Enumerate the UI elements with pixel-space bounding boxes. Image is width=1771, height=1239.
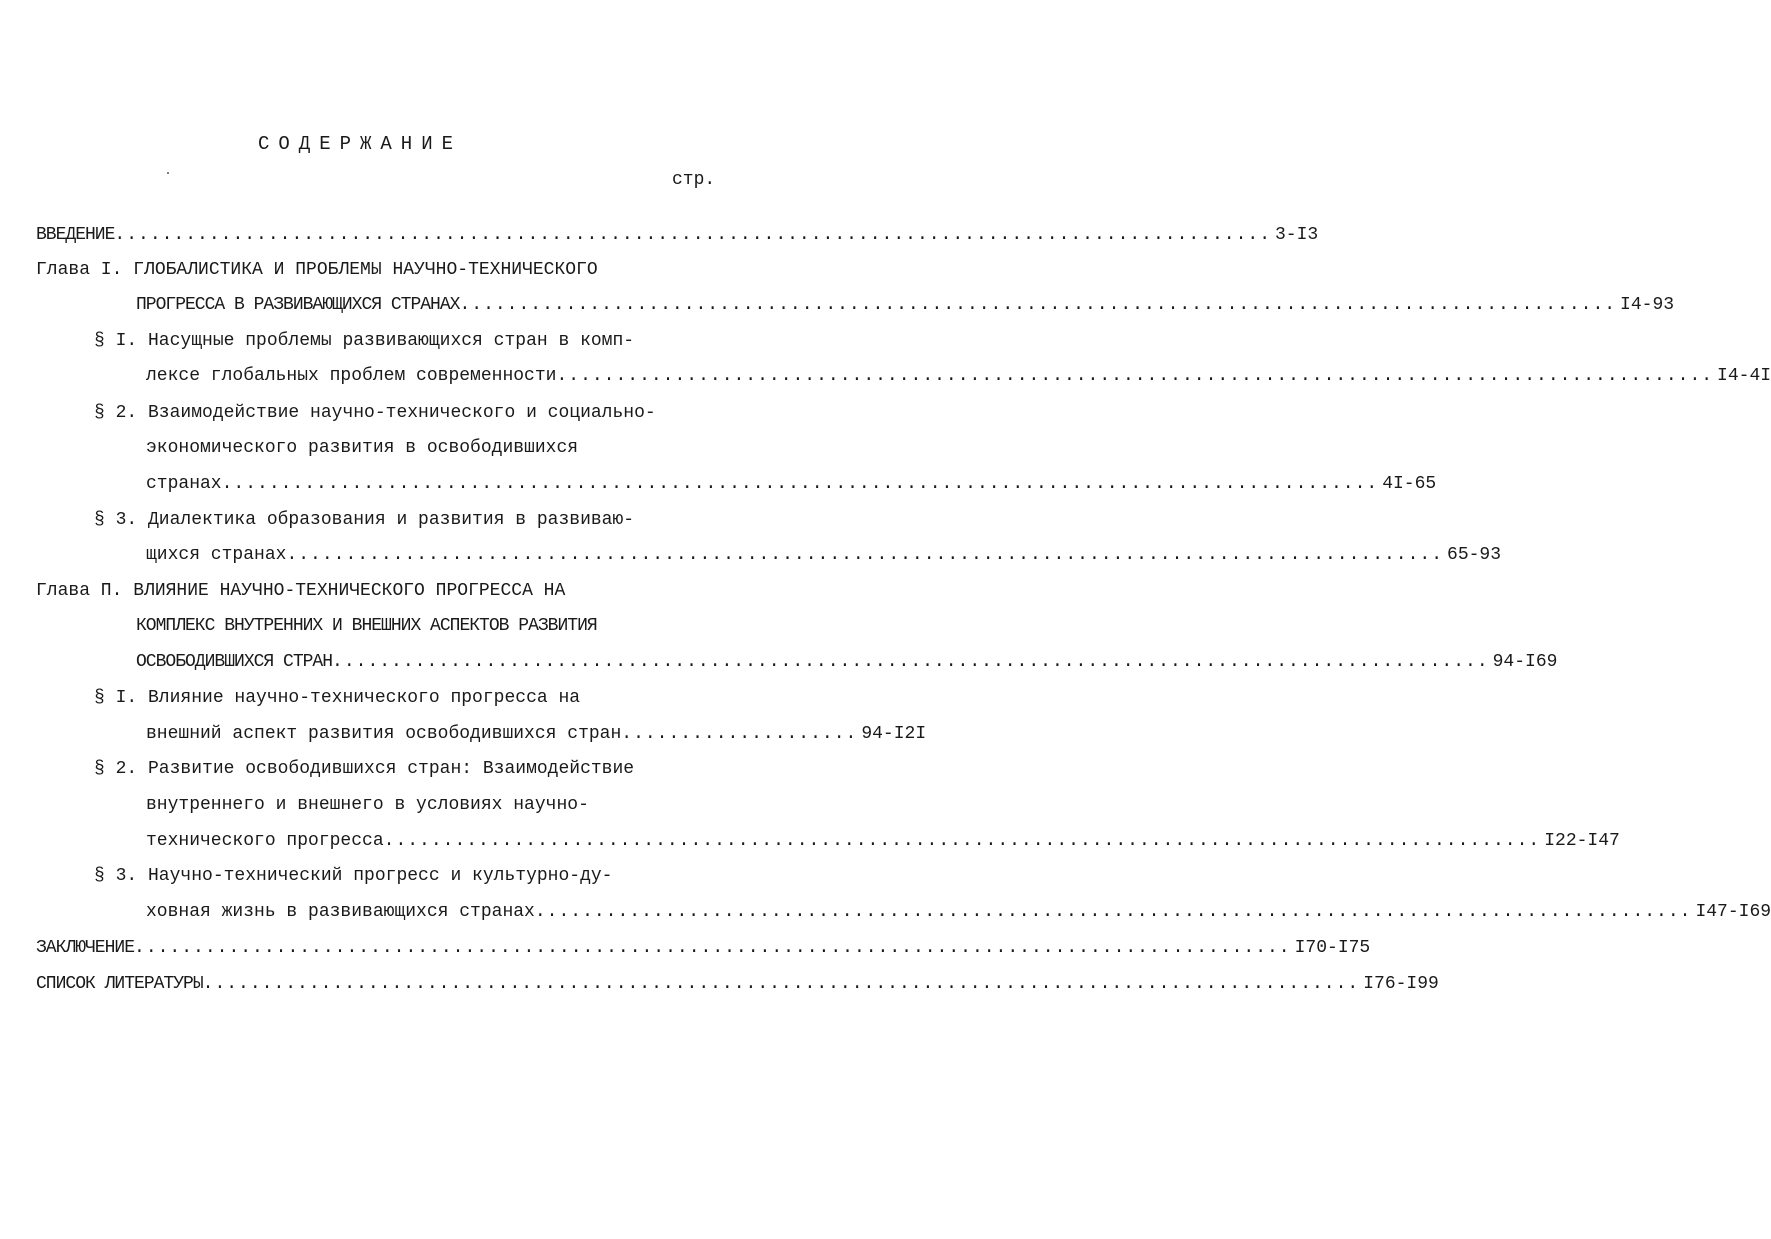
toc-entry-bibliography [36,969,1439,999]
toc-entry-pages: I4-4I [1717,366,1771,386]
toc-entry-text: ЗАКЛЮЧЕНИЕ [36,938,135,958]
chapter-1-heading: Глава I. ГЛОБАЛИСТИКА И ПРОБЛЕМЫ НАУЧНО-ТЕХНИЧЕСКОГО [36,260,598,280]
leader-dots: .................................................................................................. [332,652,1489,672]
toc-entry-text: щихся странах [146,545,287,565]
toc-entry-pages: 94-I2I [861,724,927,744]
section-2-2-heading-cont: внутреннего и внешнего в условиях научно- [146,795,589,815]
toc-entry-text: СПИСОК ЛИТЕРАТУРЫ [36,974,203,994]
toc-entry-pages: I76-I99 [1363,974,1439,994]
leader-dots: .................................................................................................. [286,545,1444,565]
toc-entry-pages: I4-93 [1620,295,1675,315]
toc-entry-pages: 94-I69 [1492,652,1558,672]
section-1-3-heading-cont [146,540,1502,570]
toc-entry-pages: I47-I69 [1695,902,1771,922]
toc-entry-text: ховная жизнь в развивающихся странах [146,902,535,922]
section-1-2-heading-end [146,469,1437,499]
leader-dots: .................................................................................................. [202,974,1360,994]
section-2-1-heading-cont [146,719,927,749]
leader-dots: .................................................................................................. [383,831,1541,851]
toc-entry-text: ПРОГРЕССА В РАЗВИВАЮЩИХСЯ СТРАНАХ [136,295,460,315]
section-1-3-heading: § 3. Диалектика образования и развития в развиваю- [94,510,635,530]
leader-dots: .................................................................................................. [134,938,1291,958]
toc-entry-text: технического прогресса [146,831,384,851]
toc-entry-text: ОСВОБОДИВШИХСЯ СТРАН [136,652,333,672]
toc-entry-pages: I22-I47 [1544,831,1620,851]
section-2-3-heading: § 3. Научно-технический прогресс и культурно-ду- [94,866,613,886]
toc-entry-conclusion [36,933,1371,963]
chapter-1-heading-cont [136,290,1675,320]
toc-entry-pages: 3-I3 [1275,225,1319,245]
section-1-2-heading: § 2. Взаимодействие научно-технического и социально- [94,403,656,423]
page-title: СОДЕРЖАНИЕ [257,133,463,155]
page-column-label: стр. [672,170,716,190]
leader-dots: .................................................................................................. [459,295,1617,315]
leader-dots: .................... [621,724,858,744]
section-1-2-heading-cont: экономического развития в освободившихся [146,438,579,458]
toc-entry-pages: 65-93 [1447,545,1502,565]
toc-entry-text: странах [146,474,222,494]
section-2-1-heading: § I. Влияние научно-технического прогресса на [94,688,581,708]
section-1-1-heading-cont [146,361,1771,391]
stray-mark [167,172,169,174]
leader-dots: .................................................................................................. [221,474,1379,494]
toc-entry-text: ВВЕДЕНИЕ [36,225,115,245]
toc-entry-text: внешний аспект развития освободившихся стран [146,724,622,744]
section-2-3-heading-cont [146,897,1771,927]
chapter-2-heading-end [136,647,1558,677]
chapter-2-heading: Глава П. ВЛИЯНИЕ НАУЧНО-ТЕХНИЧЕСКОГО ПРОГРЕССА НА [36,581,566,601]
toc-entry-intro [36,220,1319,250]
chapter-2-heading-cont: КОМПЛЕКС ВНУТРЕННИХ И ВНЕШНИХ АСПЕКТОВ РАЗВИТИЯ [136,616,597,636]
section-1-1-heading: § I. Насущные проблемы развивающихся стран в комп- [94,331,635,351]
section-2-2-heading: § 2. Развитие освободившихся стран: Взаимодействие [94,759,635,779]
section-2-2-heading-end [146,826,1620,856]
toc-entry-pages: I70-I75 [1294,938,1371,958]
toc-entry-text: лексе глобальных проблем современности [146,366,557,386]
leader-dots: .................................................................................................. [556,366,1714,386]
toc-entry-pages: 4I-65 [1382,474,1437,494]
leader-dots: .................................................................................................. [534,902,1692,922]
leader-dots: .................................................................................................. [114,225,1271,245]
